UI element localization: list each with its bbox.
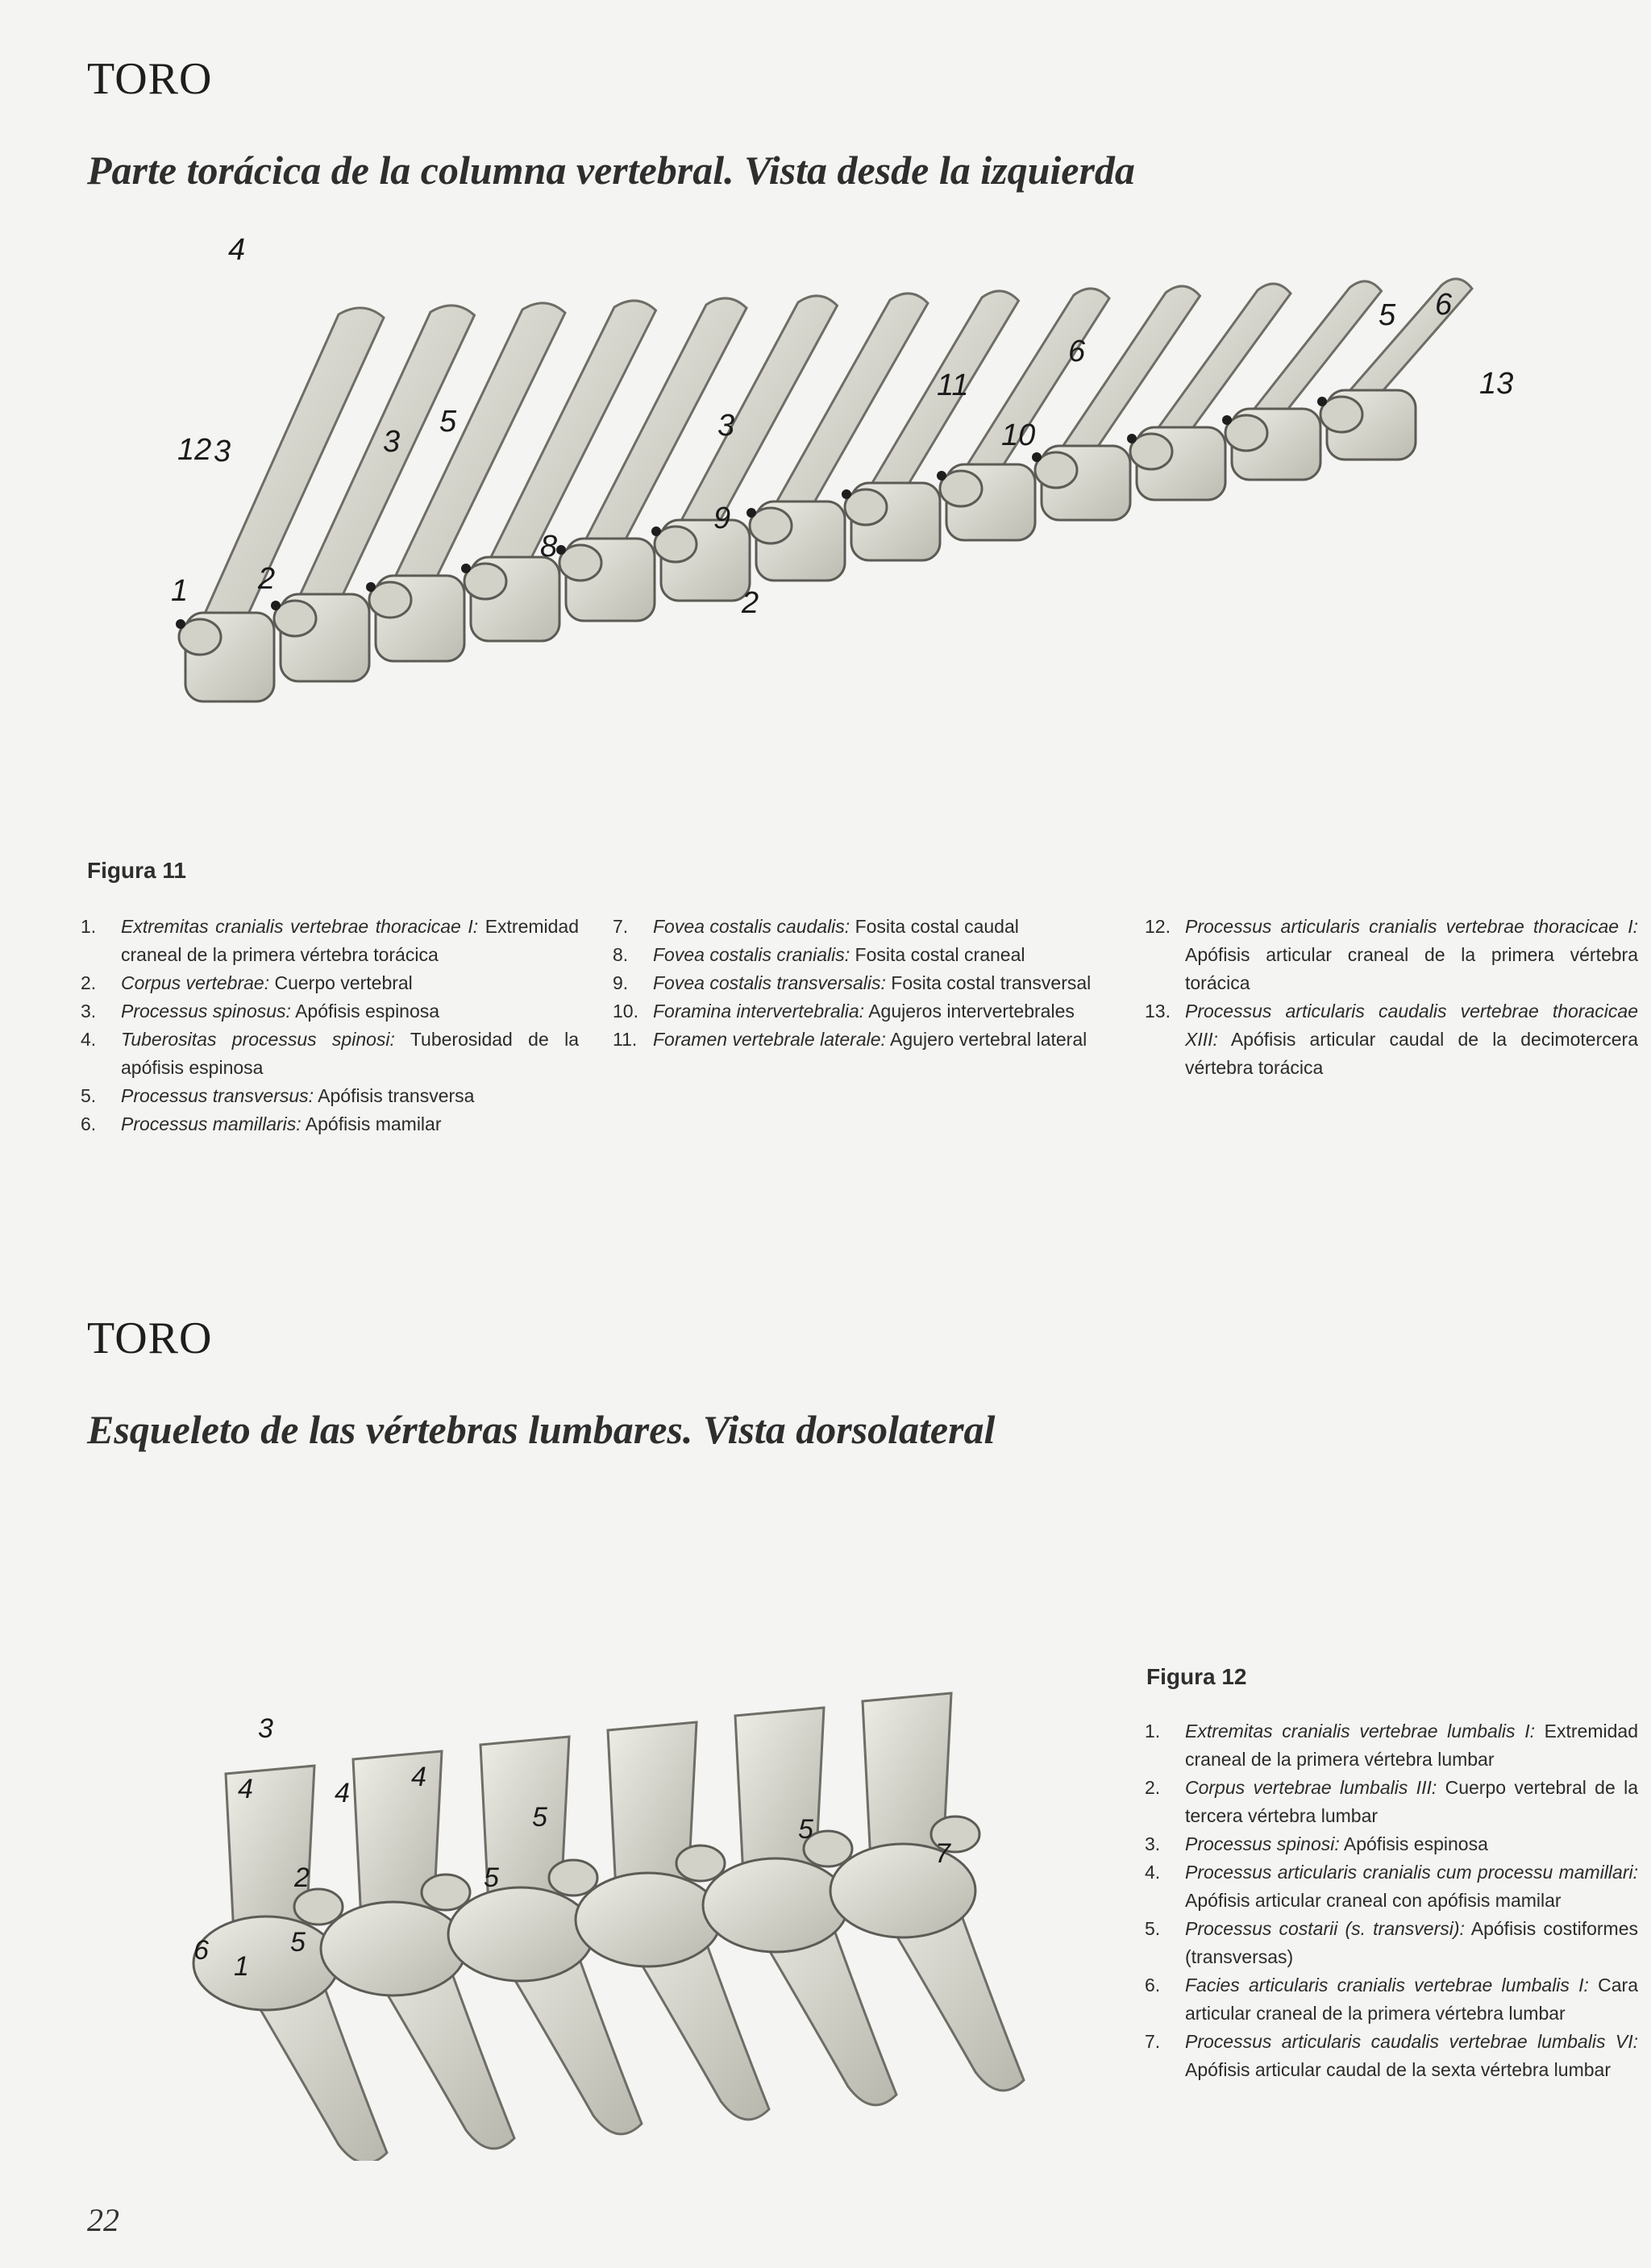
legend-item	[613, 941, 1104, 969]
legend-number: 3.	[1145, 1833, 1161, 1854]
vertebral-body	[448, 1887, 593, 1981]
legend-text	[121, 997, 579, 1026]
legend-spanish-term: Fosita costal transversal	[891, 972, 1092, 993]
legend-latin-term: Facies articularis cranialis vertebrae lumbalis I:	[1185, 1975, 1589, 1995]
vertebral-body	[703, 1858, 848, 1952]
legend-latin-term: Fovea costalis cranialis:	[653, 944, 850, 965]
legend-item	[81, 969, 579, 997]
callout-label: 4	[335, 1778, 350, 1808]
callout-label: 1	[234, 1951, 249, 1982]
legend-latin-term: Processus transversus:	[121, 1085, 314, 1106]
callout-label: 12	[177, 433, 212, 467]
section1-title: TORO	[87, 54, 213, 104]
intervertebral-foramen	[556, 545, 566, 555]
legend-number: 9.	[613, 972, 629, 993]
intervertebral-foramen	[937, 471, 946, 481]
callout-label: 2	[258, 562, 276, 596]
legend-latin-term: Tuberositas processus spinosi:	[121, 1029, 395, 1050]
legend-number: 10.	[613, 1001, 638, 1022]
legend-latin-term: Processus articularis caudalis vertebrae lumbalis VI:	[1185, 2031, 1638, 2052]
legend-spanish-term: Fosita costal caudal	[855, 916, 1019, 937]
legend-number: 2.	[81, 972, 97, 993]
legend-item	[81, 1082, 579, 1110]
legend-text	[1185, 2028, 1638, 2084]
legend-latin-term: Processus articularis cranialis vertebrae thoracicae I:	[1185, 916, 1638, 937]
callout-label: 7	[935, 1838, 950, 1869]
legend-item	[81, 913, 579, 969]
legend-item	[81, 1110, 579, 1138]
figure-11-legend-col1	[81, 913, 579, 1138]
legend-spanish-term: Apófisis articular caudal de la decimotercera vértebra torácica	[1185, 1029, 1638, 1078]
figure-11-label: Figura 11	[87, 858, 186, 883]
callout-label: 4	[238, 1774, 253, 1804]
callout-label: 8	[540, 530, 558, 564]
legend-spanish-term: Apófisis articular caudal de la sexta vértebra lumbar	[1185, 2059, 1611, 2080]
legend-latin-term: Processus spinosus:	[121, 1001, 291, 1022]
legend-text	[1185, 1915, 1638, 1971]
legend-number: 4.	[1145, 1862, 1161, 1883]
callout-label: 5	[532, 1802, 547, 1833]
legend-text	[1185, 997, 1638, 1082]
legend-item	[1145, 1915, 1638, 1971]
legend-text	[653, 941, 1104, 969]
legend-latin-term: Foramen vertebrale laterale:	[653, 1029, 886, 1050]
intervertebral-foramen	[651, 526, 661, 536]
legend-latin-term: Processus articularis cranialis cum processu mamillari:	[1185, 1862, 1638, 1883]
legend-number: 4.	[81, 1029, 97, 1050]
thoracic-spine-illustration	[121, 234, 1588, 814]
legend-text	[121, 913, 579, 969]
legend-item	[1145, 1717, 1638, 1774]
intervertebral-foramen	[1127, 434, 1137, 443]
callout-label: 5	[798, 1814, 813, 1845]
section2-title: TORO	[87, 1313, 213, 1363]
page-number: 22	[87, 2202, 119, 2238]
legend-text	[121, 1026, 579, 1082]
vertebral-body	[830, 1844, 975, 1937]
legend-spanish-term: Tuberosidad de la apófisis espinosa	[121, 1029, 579, 1078]
intervertebral-foramen	[842, 489, 851, 499]
section2-subtitle: Esqueleto de las vértebras lumbares. Vista dorsolateral	[87, 1407, 996, 1452]
legend-item	[1145, 2028, 1638, 2084]
callout-label: 1	[171, 574, 189, 608]
legend-number: 5.	[81, 1085, 97, 1106]
legend-spanish-term: Cara articular craneal de la primera vértebra lumbar	[1185, 1975, 1638, 2024]
legend-latin-term: Fovea costalis caudalis:	[653, 916, 850, 937]
legend-spanish-term: Fosita costal craneal	[855, 944, 1025, 965]
legend-item	[1145, 997, 1638, 1082]
legend-latin-term: Processus mamillaris:	[121, 1113, 302, 1134]
legend-text	[121, 1110, 579, 1138]
legend-spanish-term: Extremidad craneal de la primera vértebra lumbar	[1185, 1721, 1638, 1770]
figure-12-label: Figura 12	[1146, 1664, 1247, 1689]
legend-text	[121, 1082, 579, 1110]
legend-latin-term: Processus spinosi:	[1185, 1833, 1340, 1854]
legend-spanish-term: Cuerpo vertebral de la tercera vértebra lumbar	[1185, 1777, 1639, 1826]
legend-number: 3.	[81, 1001, 97, 1022]
legend-text	[1185, 1830, 1638, 1858]
callout-label: 3	[258, 1713, 273, 1744]
figure-11-legend-col3	[1145, 913, 1638, 1082]
legend-latin-term: Corpus vertebrae:	[121, 972, 270, 993]
legend-item	[81, 1026, 579, 1082]
figure-11-legend-col2	[613, 913, 1104, 1054]
callout-label: 5	[484, 1862, 499, 1893]
legend-spanish-term: Agujeros intervertebrales	[868, 1001, 1075, 1022]
legend-item	[613, 913, 1104, 941]
callout-label: 5	[290, 1927, 306, 1958]
legend-text	[1185, 913, 1638, 997]
legend-text	[653, 997, 1104, 1026]
legend-spanish-term: Apófisis espinosa	[295, 1001, 440, 1022]
legend-number: 7.	[613, 916, 629, 937]
legend-number: 11.	[613, 1029, 638, 1050]
legend-text	[1185, 1774, 1638, 1830]
legend-number: 12.	[1145, 916, 1171, 937]
legend-latin-term: Fovea costalis transversalis:	[653, 972, 886, 993]
callout-label: 6	[1068, 335, 1086, 368]
callout-label: 4	[228, 234, 246, 267]
legend-number: 1.	[1145, 1721, 1161, 1742]
legend-latin-term: Extremitas cranialis vertebrae lumbalis I:	[1185, 1721, 1535, 1742]
legend-spanish-term: Apófisis articular craneal de la primera vértebra torácica	[1185, 944, 1638, 993]
legend-text	[1185, 1717, 1638, 1774]
section1-subtitle: Parte torácica de la columna vertebral. Vista desde la izquierda	[87, 148, 1135, 193]
legend-item	[613, 1026, 1104, 1054]
callout-label: 11	[937, 368, 969, 402]
legend-number: 6.	[81, 1113, 97, 1134]
legend-number: 13.	[1145, 1001, 1171, 1022]
legend-number: 1.	[81, 916, 97, 937]
legend-text	[1185, 1971, 1638, 2028]
intervertebral-foramen	[461, 564, 471, 573]
intervertebral-foramen	[1317, 397, 1327, 406]
figure-12-legend	[1145, 1717, 1638, 2084]
intervertebral-foramen	[1222, 415, 1232, 425]
legend-item	[1145, 1830, 1638, 1858]
vertebral-body	[193, 1916, 339, 2010]
legend-item	[613, 969, 1104, 997]
legend-latin-term: Processus articularis caudalis vertebrae thoracicae XIII:	[1185, 1001, 1638, 1050]
vertebral-body	[576, 1873, 721, 1966]
callout-label: 13	[1479, 367, 1514, 401]
intervertebral-foramen	[746, 508, 756, 518]
callout-label: 6	[193, 1935, 209, 1966]
legend-text	[653, 1026, 1104, 1054]
legend-spanish-term: Apófisis costiformes (transversas)	[1185, 1918, 1638, 1967]
intervertebral-foramen	[271, 601, 281, 610]
callout-label: 5	[439, 405, 457, 439]
legend-spanish-term: Apófisis mamilar	[305, 1113, 442, 1134]
callout-label: 6	[1435, 288, 1453, 322]
legend-item	[613, 997, 1104, 1026]
callout-label: 4	[411, 1762, 426, 1792]
legend-text	[121, 969, 579, 997]
legend-number: 2.	[1145, 1777, 1161, 1798]
legend-spanish-term: Extremidad craneal de la primera vértebra torácica	[121, 916, 580, 965]
callout-label: 3	[383, 425, 401, 459]
legend-item	[1145, 1971, 1638, 2028]
legend-spanish-term: Agujero vertebral lateral	[890, 1029, 1087, 1050]
legend-latin-term: Extremitas cranialis vertebrae thoracicae I:	[121, 916, 479, 937]
callout-label: 9	[713, 501, 731, 535]
intervertebral-foramen	[366, 582, 376, 592]
intervertebral-foramen	[176, 619, 185, 629]
legend-number: 8.	[613, 944, 629, 965]
callout-label: 3	[717, 409, 735, 443]
legend-number: 5.	[1145, 1918, 1161, 1939]
legend-spanish-term: Apófisis transversa	[318, 1085, 475, 1106]
callout-label: 2	[742, 586, 759, 620]
vertebral-body	[321, 1902, 466, 1995]
legend-text	[653, 913, 1104, 941]
legend-number: 7.	[1145, 2031, 1161, 2052]
legend-item	[81, 997, 579, 1026]
intervertebral-foramen	[1032, 452, 1042, 462]
legend-spanish-term: Cuerpo vertebral	[274, 972, 413, 993]
legend-spanish-term: Apófisis articular craneal con apófisis mamilar	[1185, 1890, 1562, 1911]
legend-latin-term: Processus costarii (s. transversi):	[1185, 1918, 1465, 1939]
legend-item	[1145, 1774, 1638, 1830]
legend-spanish-term: Apófisis espinosa	[1343, 1833, 1488, 1854]
callout-label: 2	[294, 1862, 310, 1893]
legend-number: 6.	[1145, 1975, 1161, 1995]
legend-text	[653, 969, 1104, 997]
callout-label: 3	[214, 435, 231, 468]
legend-latin-term: Corpus vertebrae lumbalis III:	[1185, 1777, 1437, 1798]
legend-text	[1185, 1858, 1638, 1915]
legend-latin-term: Foramina intervertebralia:	[653, 1001, 865, 1022]
callout-label: 10	[1001, 418, 1036, 452]
legend-item	[1145, 1858, 1638, 1915]
legend-item	[1145, 913, 1638, 997]
lumbar-spine-illustration	[89, 1645, 1137, 2161]
callout-label: 5	[1379, 298, 1396, 332]
